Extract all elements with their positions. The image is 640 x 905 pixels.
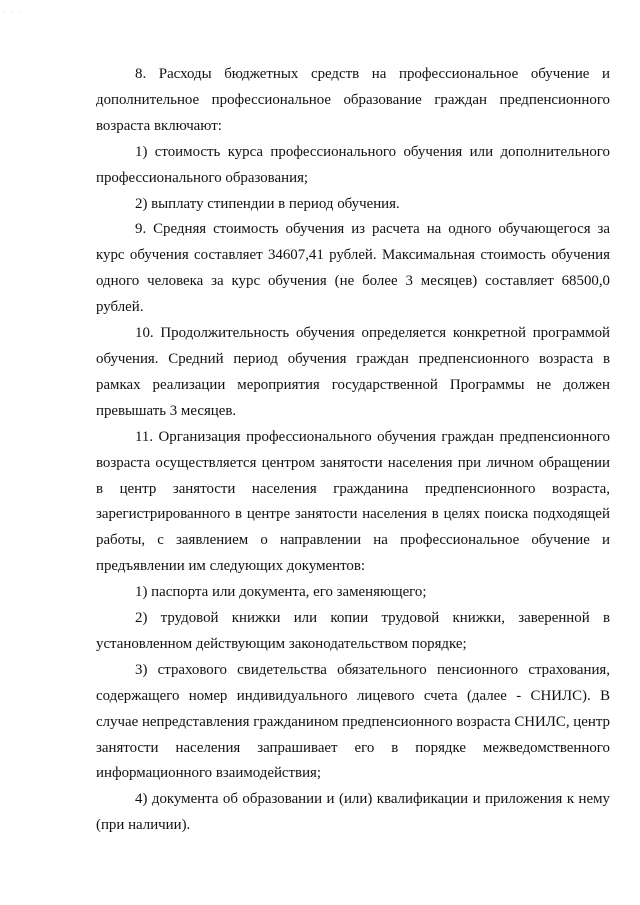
paragraph-10: 10. Продолжительность обучения определяется конкретной программой обучения. Средний период обучения граждан предпенсионного возраста в рамках реализации мероприятия государственной Программы не должен превышать 3 месяцев. [96,325,610,419]
document-body [96,62,610,839]
scan-artifact: · · · [4,10,22,16]
paragraph-11-item-1: 1) паспорта или документа, его заменяющего; [135,584,427,601]
paragraph-11: 11. Организация профессионального обучения граждан предпенсионного возраста осуществляется центром занятости населения при личном обращении в центр занятости населения гражданина предпенсионного возраста, зарегистрированного в центре занятости населения в целях поиска подходящей работы, с заявлением о направлении на профессиональное обучение и предъявлении им следующих документов: [96,428,610,575]
paragraph-8-item-2: 2) выплату стипендии в период обучения. [135,195,400,212]
paragraph-9: 9. Средняя стоимость обучения из расчета на одного обучающегося за курс обучения составляет 34607,41 рублей. Максимальная стоимость обучения одного человека за курс обучения (не более 3 месяцев) составляет 68500,0 рублей. [96,221,610,316]
paragraph-8: 8. Расходы бюджетных средств на профессиональное обучение и дополнительное профессиональное образование граждан предпенсионного возраста включают: [96,66,610,134]
paragraph-8-item-1: 1) стоимость курса профессионального обучения или дополнительного профессионального образования; [96,143,610,186]
paragraph-11-item-4: 4) документа об образовании и (или) квалификации и приложения к нему (при наличии). [96,791,610,834]
paragraph-11-item-3: 3) страхового свидетельства обязательного пенсионного страхования, содержащего номер индивидуального лицевого счета (далее - СНИЛС). В случае непредставления гражданином предпенсионного возраста СНИЛС, центр занятости населения запрашивает его в порядке межведомственного информационного взаимодействия; [96,661,610,782]
paragraph-11-item-2: 2) трудовой книжки или копии трудовой книжки, заверенной в установленном действующим законодательством порядке; [96,610,610,652]
